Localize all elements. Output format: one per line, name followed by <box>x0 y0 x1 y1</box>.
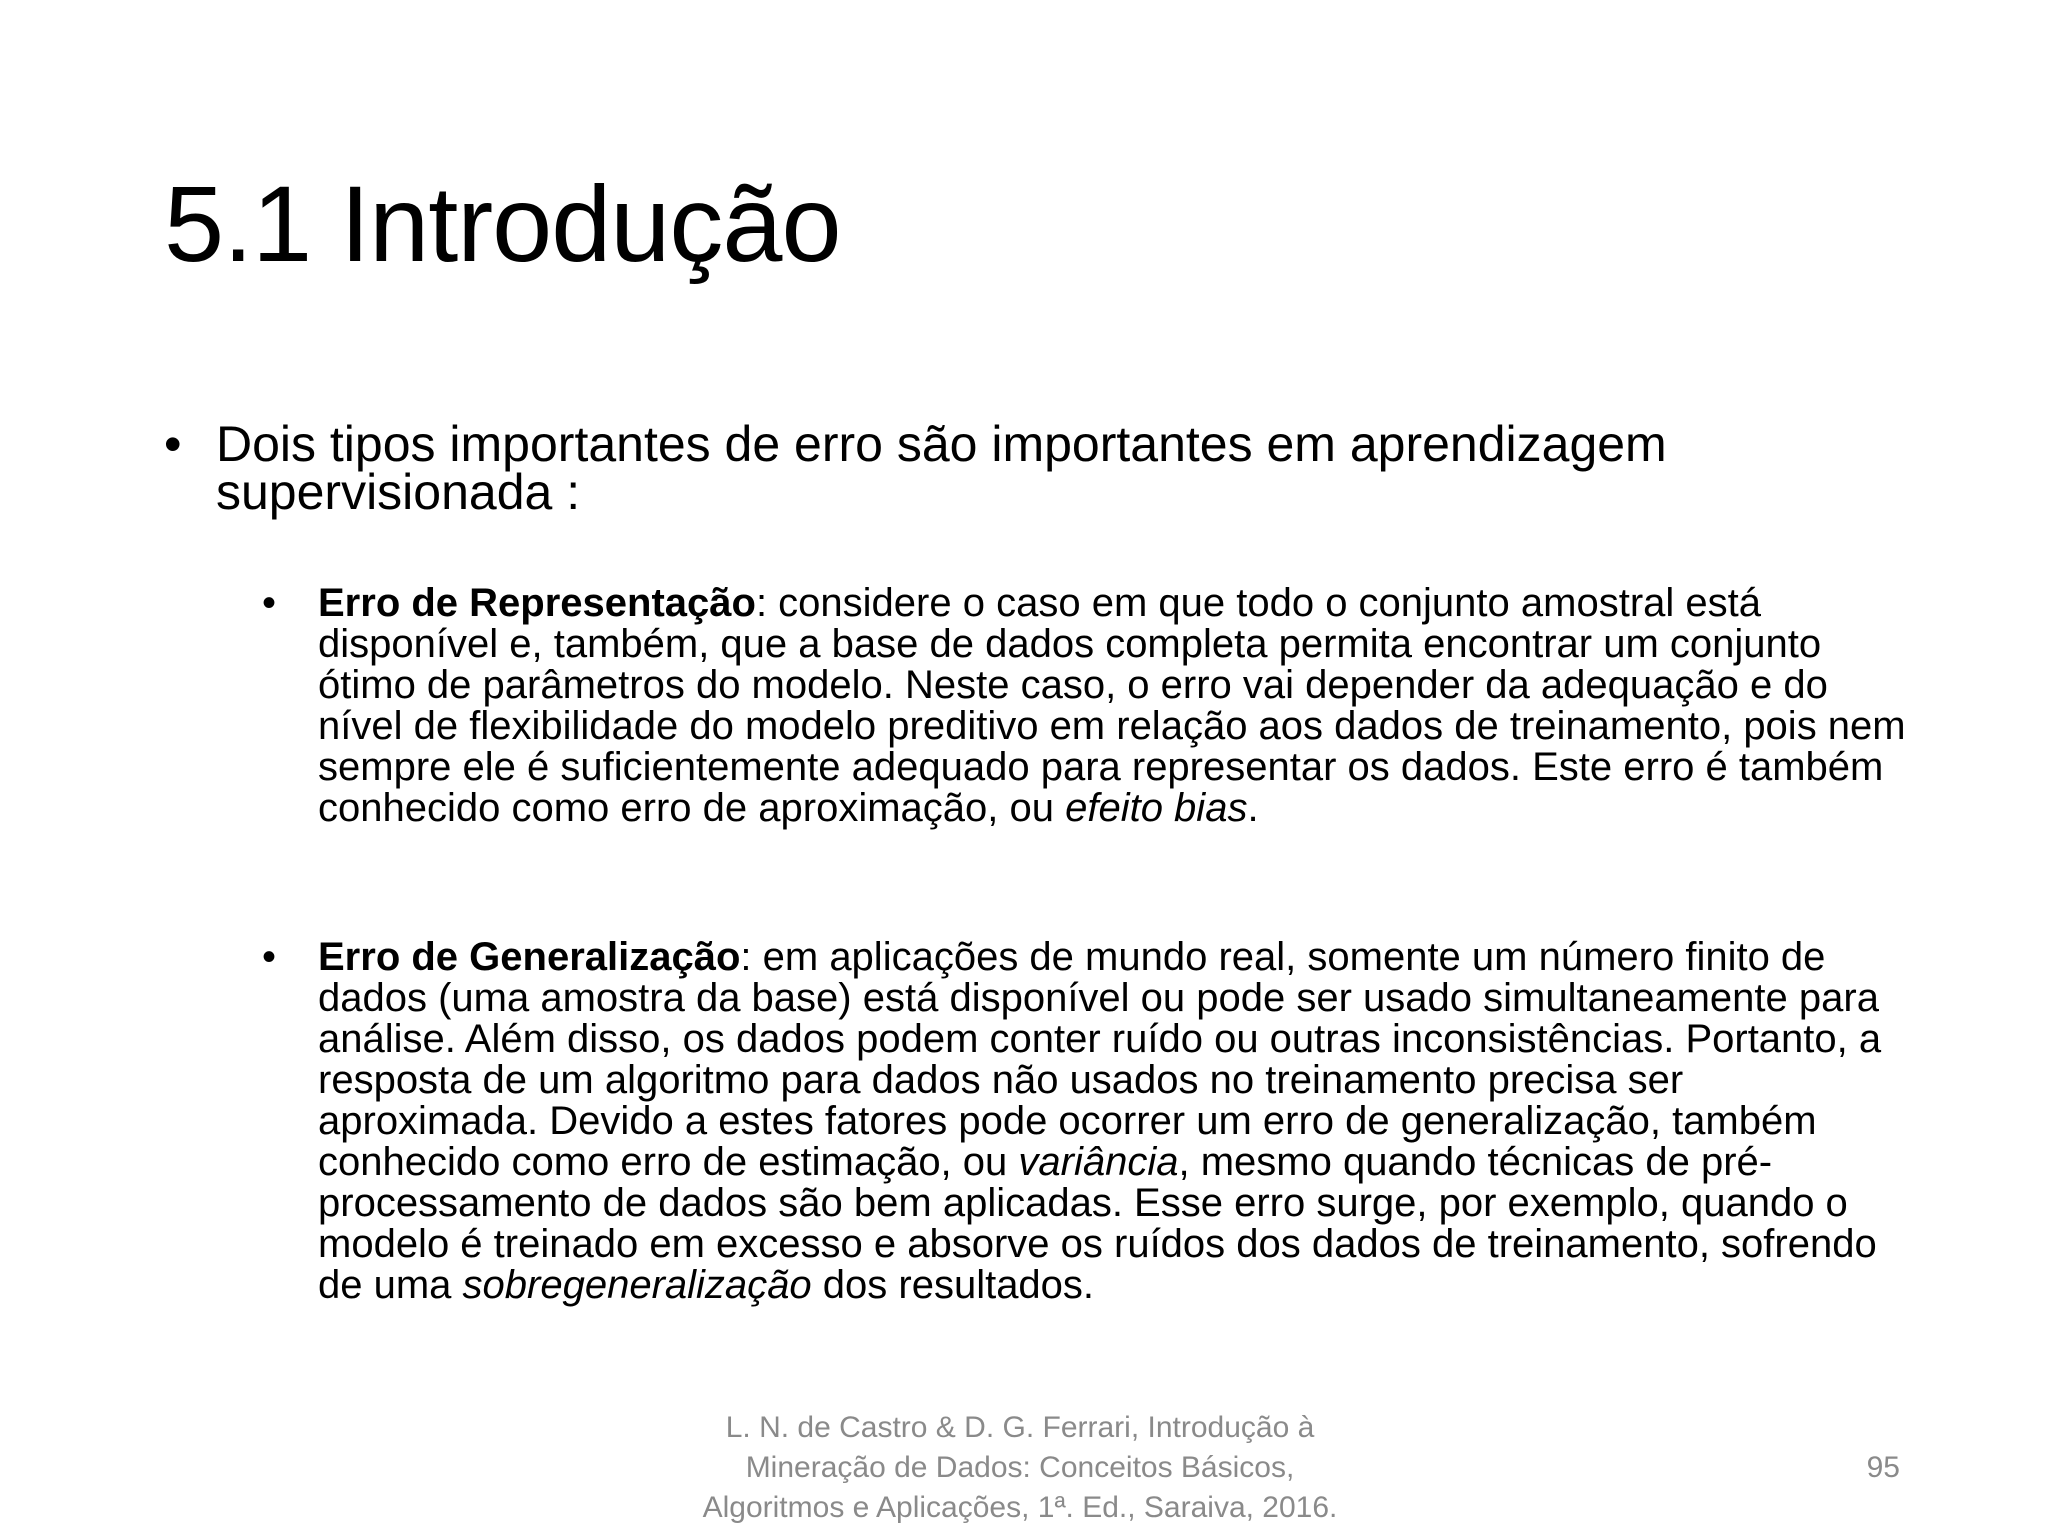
body-text: : em aplicações de mundo real, somente um número finito de dados (uma amostra da base) está disponível ou pode ser usado simultaneamente para análise. Além disso, os dados podem conter ruído ou outras inconsistências. Portanto, a resposta de um algoritmo para dados não usados no treinamento precisa ser aproximada. Devido a estes fatores pode ocorrer um erro de generalização, também conhecido como erro de estimação, ou <box>318 935 1882 1184</box>
main-bullet <box>164 416 1904 520</box>
emphasis-bias: efeito bias <box>1065 786 1248 830</box>
main-bullet-text: Dois tipos importantes de erro são importantes em aprendizagem supervisionada : <box>216 416 1667 520</box>
sub-bullet-generalization <box>262 937 1912 1306</box>
sub-bullet-text <box>318 583 1912 829</box>
sub-bullet-representation <box>262 583 1912 829</box>
bullet-marker: • <box>164 416 182 472</box>
emphasis-variance: variância <box>1018 1140 1179 1184</box>
body-text-middle: , mesmo quando técnicas de pré-processamento de dados são bem aplicadas. Esse erro surge, por exemplo, quando o modelo é treinado em excesso e absorve os ruídos dos dados de treinamento, sofrendo de uma <box>318 1140 1877 1307</box>
body-text-end: dos resultados. <box>811 1263 1095 1307</box>
footer-line-1: L. N. de Castro & D. G. Ferrari, Introdução à <box>725 1411 1315 1444</box>
body-text: : considere o caso em que todo o conjunto amostral está disponível e, também, que a base de dados completa permita encontrar um conjunto ótimo de parâmetros do modelo. Neste caso, o erro vai depender da adequação e do nível de flexibilidade do modelo preditivo em relação aos dados de treinamento, pois nem sempre ele é suficientemente adequado para representar os dados. Este erro é também conhecido como erro de aproximação, ou <box>318 581 1906 830</box>
bullet-marker: • <box>262 935 277 979</box>
body-text-end: . <box>1247 786 1259 830</box>
footer-line-2: Mineração de Dados: Conceitos Básicos, <box>745 1451 1295 1484</box>
term-representation: Erro de Representação <box>318 581 756 625</box>
bullet-marker: • <box>262 581 277 625</box>
slide-footer-citation <box>620 1408 1420 1528</box>
slide-title: 5.1 Introdução <box>164 163 841 284</box>
emphasis-overgeneralization: sobregeneralização <box>462 1263 812 1307</box>
page-number: 95 <box>1866 1451 1900 1484</box>
sub-bullet-text <box>318 937 1912 1306</box>
footer-line-3: Algoritmos e Aplicações, 1ª. Ed., Saraiva, 2016. <box>702 1491 1338 1524</box>
term-generalization: Erro de Generalização <box>318 935 741 979</box>
